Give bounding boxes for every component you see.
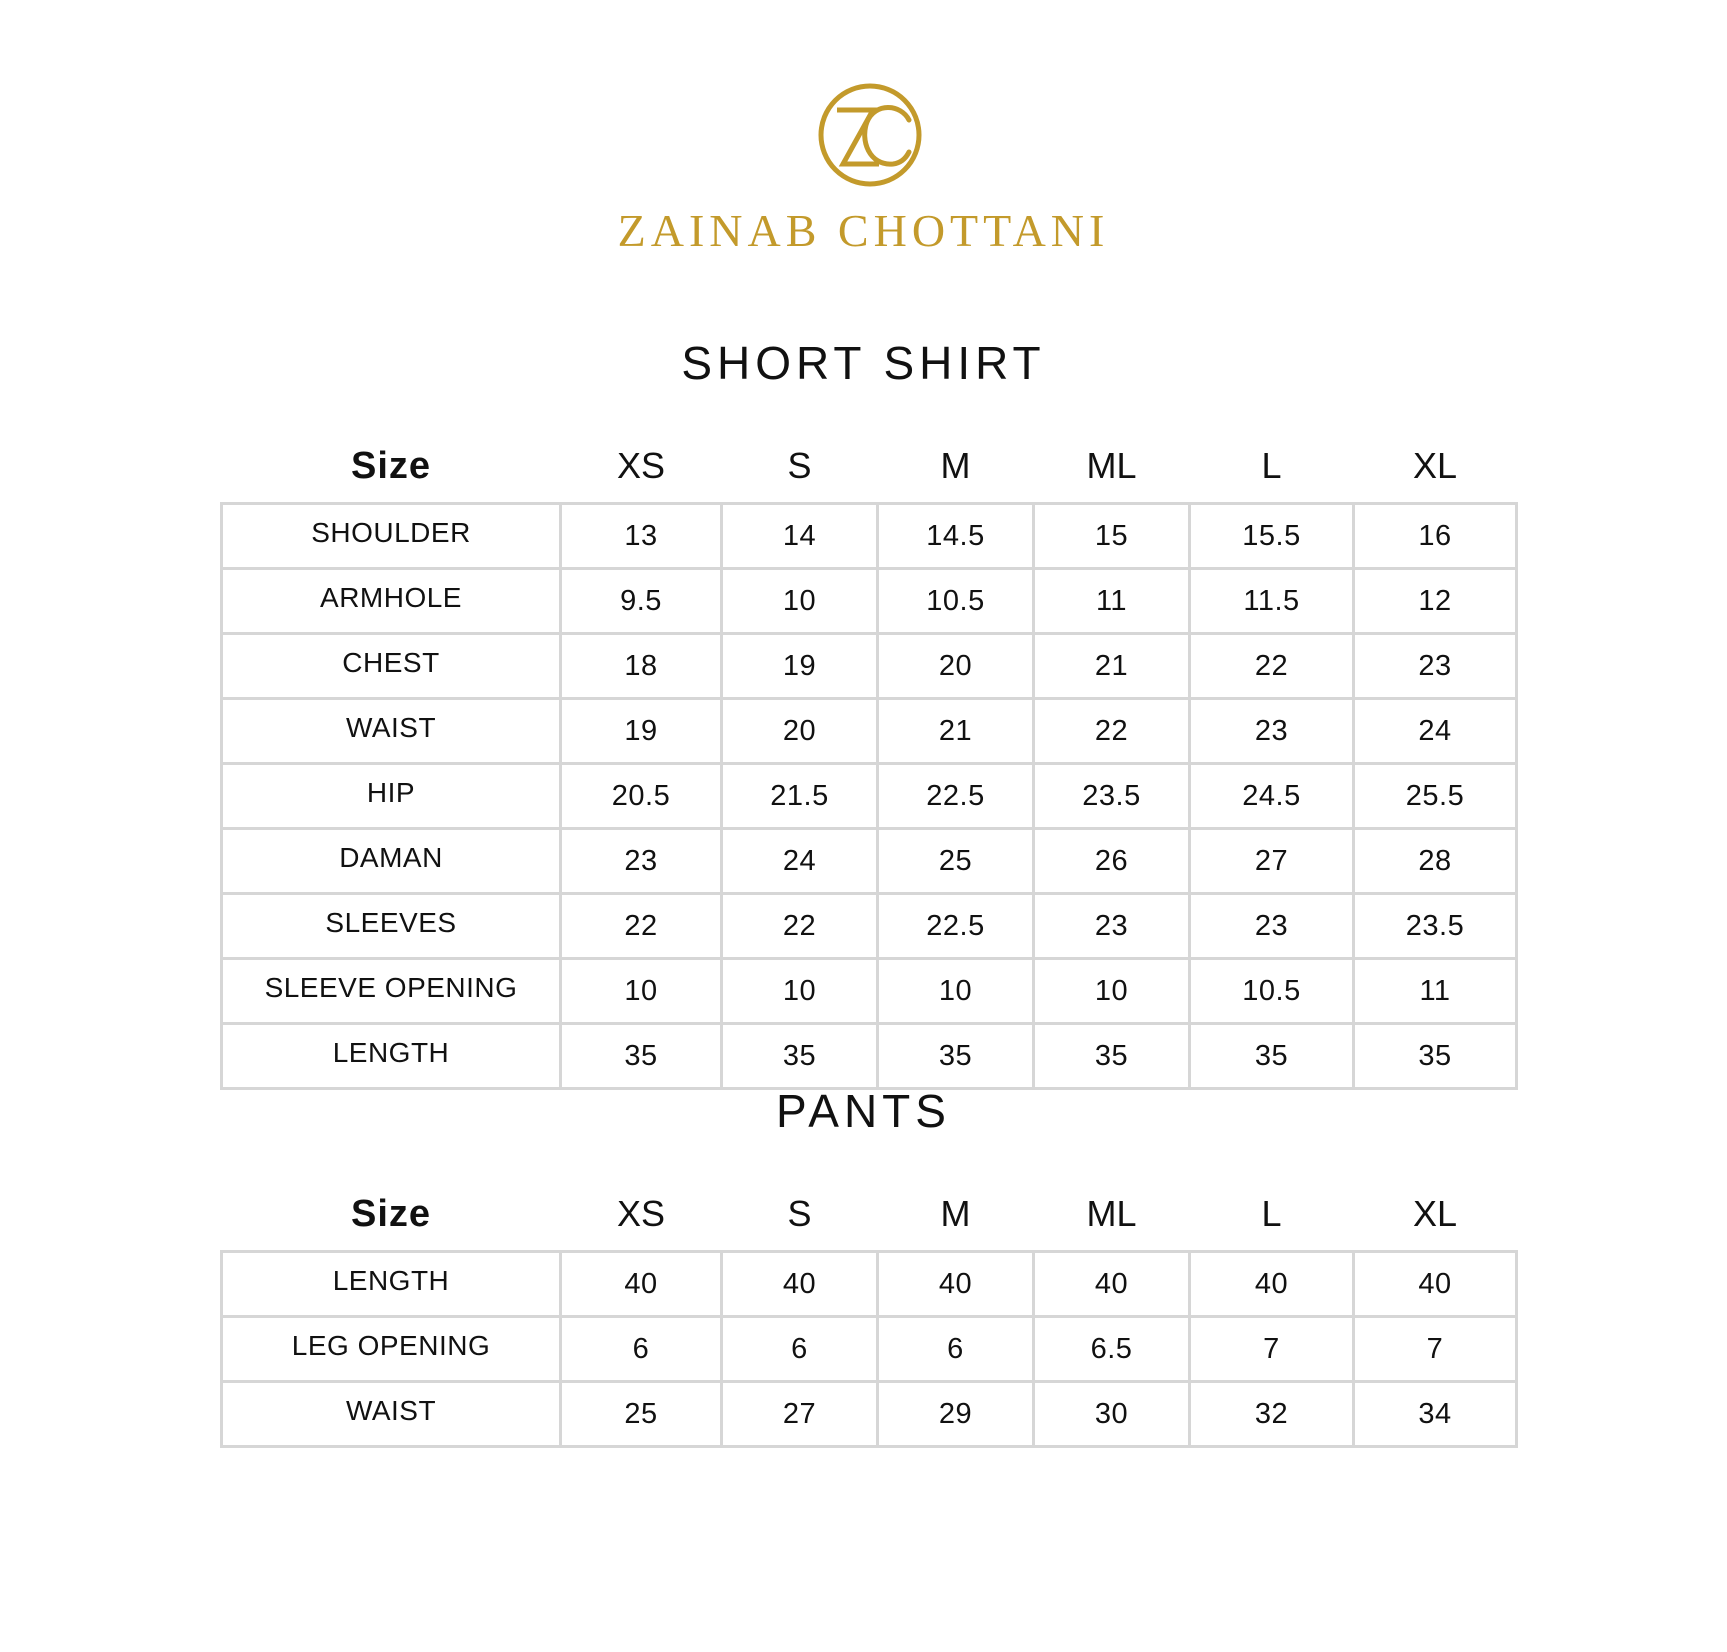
measurement-value: 15.5 — [1190, 504, 1354, 569]
measurement-value: 11.5 — [1190, 569, 1354, 634]
size-header-cell: XS — [616, 1193, 666, 1234]
size-header-cell: S — [787, 1193, 812, 1234]
measurement-value: 10 — [1034, 959, 1190, 1024]
pants-title: PANTS — [776, 1085, 951, 1137]
measurement-label: SLEEVES — [222, 894, 561, 959]
size-header-row — [222, 430, 1517, 504]
measurement-value: 23.5 — [1034, 764, 1190, 829]
measurement-value: 40 — [561, 1252, 722, 1317]
table-row — [222, 829, 1517, 894]
measurement-value: 11 — [1354, 959, 1517, 1024]
measurement-value: 34 — [1354, 1382, 1517, 1447]
measurement-value: 25 — [878, 829, 1034, 894]
measurement-value: 24 — [1354, 699, 1517, 764]
measurement-value: 19 — [722, 634, 878, 699]
zc-monogram-logo — [815, 80, 925, 190]
measurement-value: 35 — [878, 1024, 1034, 1089]
measurement-value: 32 — [1190, 1382, 1354, 1447]
measurement-value: 10 — [878, 959, 1034, 1024]
table-row — [222, 634, 1517, 699]
brand-logo — [0, 80, 1727, 270]
measurement-label: SHOULDER — [222, 504, 561, 569]
measurement-value: 24.5 — [1190, 764, 1354, 829]
table-row — [222, 1252, 1517, 1317]
measurement-value: 6 — [561, 1317, 722, 1382]
measurement-value: 20 — [722, 699, 878, 764]
measurement-label: DAMAN — [222, 829, 561, 894]
measurement-label: HIP — [222, 764, 561, 829]
size-header-cell: L — [1261, 1193, 1282, 1234]
measurement-value: 22.5 — [878, 894, 1034, 959]
measurement-value: 12 — [1354, 569, 1517, 634]
size-header-cell: S — [787, 445, 812, 486]
measurement-value: 22.5 — [878, 764, 1034, 829]
measurement-value: 26 — [1034, 829, 1190, 894]
measurement-value: 21.5 — [722, 764, 878, 829]
measurement-label: WAIST — [222, 1382, 561, 1447]
measurement-value: 35 — [1354, 1024, 1517, 1089]
measurement-value: 40 — [1354, 1252, 1517, 1317]
measurement-value: 18 — [561, 634, 722, 699]
measurement-value: 35 — [1034, 1024, 1190, 1089]
measurement-value: 40 — [722, 1252, 878, 1317]
table-row — [222, 699, 1517, 764]
measurement-value: 40 — [1034, 1252, 1190, 1317]
measurement-value: 13 — [561, 504, 722, 569]
table-row — [222, 894, 1517, 959]
measurement-value: 23 — [1034, 894, 1190, 959]
measurement-value: 7 — [1354, 1317, 1517, 1382]
measurement-value: 10.5 — [1190, 959, 1354, 1024]
measurement-value: 27 — [722, 1382, 878, 1447]
measurement-value: 10 — [722, 959, 878, 1024]
size-header-cell: M — [940, 445, 971, 486]
measurement-value: 35 — [1190, 1024, 1354, 1089]
measurement-label: SLEEVE OPENING — [222, 959, 561, 1024]
measurement-value: 22 — [1190, 634, 1354, 699]
measurement-label: LENGTH — [222, 1252, 561, 1317]
measurement-value: 24 — [722, 829, 878, 894]
size-header-cell: ML — [1086, 445, 1137, 486]
measurement-value: 28 — [1354, 829, 1517, 894]
measurement-value: 23 — [561, 829, 722, 894]
measurement-value: 14 — [722, 504, 878, 569]
table-row — [222, 569, 1517, 634]
table-row — [222, 1382, 1517, 1447]
table-row — [222, 1024, 1517, 1089]
measurement-label: LEG OPENING — [222, 1317, 561, 1382]
measurement-value: 23 — [1190, 894, 1354, 959]
measurement-value: 6 — [878, 1317, 1034, 1382]
measurement-value: 29 — [878, 1382, 1034, 1447]
size-header-cell: M — [940, 1193, 971, 1234]
table-row — [222, 504, 1517, 569]
measurement-value: 20.5 — [561, 764, 722, 829]
measurement-value: 9.5 — [561, 569, 722, 634]
short-shirt-size-table — [220, 430, 1518, 1090]
measurement-value: 10 — [722, 569, 878, 634]
size-header-cell: XL — [1412, 1193, 1458, 1234]
measurement-value: 40 — [1190, 1252, 1354, 1317]
measurement-label: CHEST — [222, 634, 561, 699]
measurement-value: 25.5 — [1354, 764, 1517, 829]
measurement-value: 35 — [561, 1024, 722, 1089]
measurement-value: 11 — [1034, 569, 1190, 634]
size-header-cell: XL — [1412, 445, 1458, 486]
measurement-value: 6 — [722, 1317, 878, 1382]
measurement-value: 7 — [1190, 1317, 1354, 1382]
measurement-value: 21 — [878, 699, 1034, 764]
measurement-value: 23 — [1190, 699, 1354, 764]
measurement-label: LENGTH — [222, 1024, 561, 1089]
size-header-cell: L — [1261, 445, 1282, 486]
brand-name: ZAINAB CHOTTANI — [617, 205, 1110, 256]
measurement-value: 14.5 — [878, 504, 1034, 569]
measurement-value: 35 — [722, 1024, 878, 1089]
measurement-value: 22 — [561, 894, 722, 959]
measurement-value: 22 — [1034, 699, 1190, 764]
size-header-cell: ML — [1086, 1193, 1137, 1234]
measurement-value: 21 — [1034, 634, 1190, 699]
measurement-value: 23.5 — [1354, 894, 1517, 959]
measurement-value: 19 — [561, 699, 722, 764]
measurement-value: 10.5 — [878, 569, 1034, 634]
measurement-value: 6.5 — [1034, 1317, 1190, 1382]
measurement-value: 30 — [1034, 1382, 1190, 1447]
size-header-label: Size — [350, 1192, 432, 1235]
measurement-value: 40 — [878, 1252, 1034, 1317]
pants-size-table — [220, 1178, 1518, 1448]
measurement-label: WAIST — [222, 699, 561, 764]
size-header-label: Size — [350, 444, 432, 487]
table-row — [222, 764, 1517, 829]
table-row — [222, 1317, 1517, 1382]
table-row — [222, 959, 1517, 1024]
measurement-label: ARMHOLE — [222, 569, 561, 634]
measurement-value: 16 — [1354, 504, 1517, 569]
measurement-value: 20 — [878, 634, 1034, 699]
measurement-value: 10 — [561, 959, 722, 1024]
short-shirt-title: SHORT SHIRT — [681, 337, 1046, 389]
measurement-value: 25 — [561, 1382, 722, 1447]
measurement-value: 23 — [1354, 634, 1517, 699]
measurement-value: 27 — [1190, 829, 1354, 894]
measurement-value: 15 — [1034, 504, 1190, 569]
measurement-value: 22 — [722, 894, 878, 959]
size-header-cell: XS — [616, 445, 666, 486]
size-header-row — [222, 1178, 1517, 1252]
